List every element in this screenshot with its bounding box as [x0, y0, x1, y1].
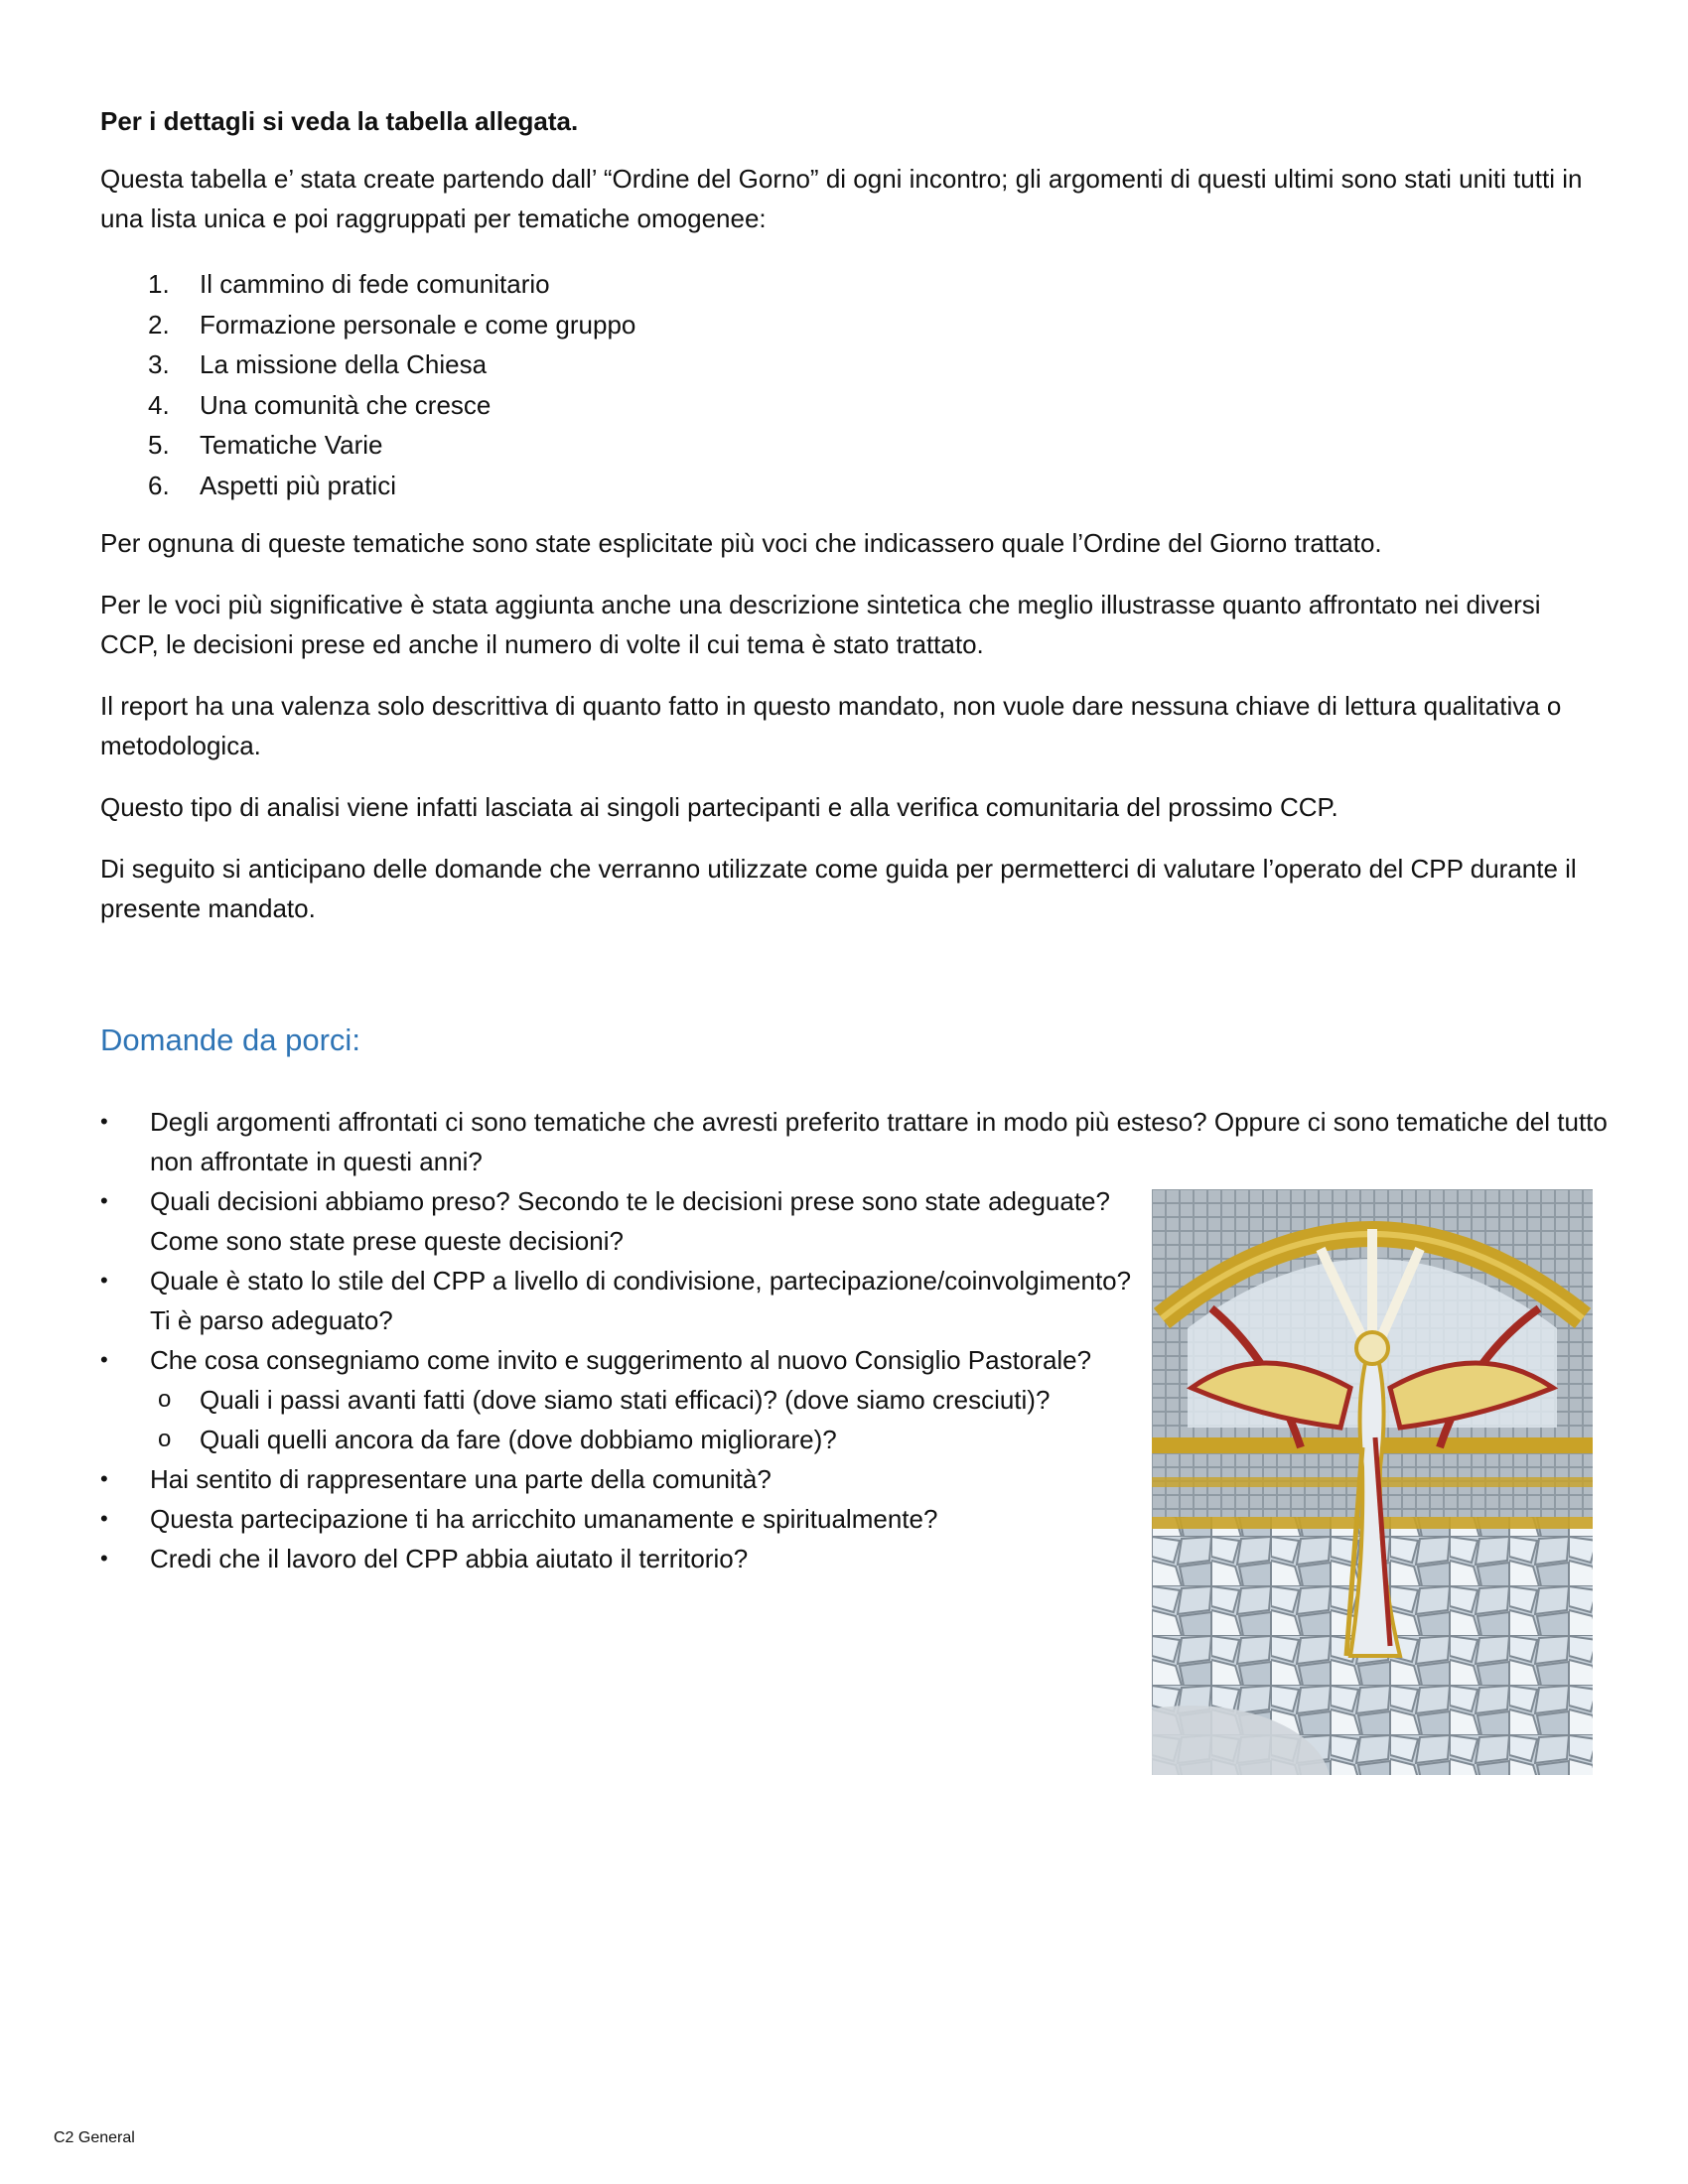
list-text: Formazione personale e come gruppo [200, 309, 636, 340]
paragraph-questions-intro: Di seguito si anticipano delle domande che verranno utilizzate come guida per permetterci di valutare l’operato del CPP durante il presente mandato. [100, 854, 1577, 923]
paragraph-report-scope: Il report ha una valenza solo descrittiva di quanto fatto in questo mandato, non vuole dare nessuna chiave di lettura qualitativa o metodologica. [100, 691, 1562, 760]
list-text: Aspetti più pratici [200, 470, 396, 500]
questions-heading: Domande da porci: [100, 1023, 360, 1057]
list-text: Una comunità che cresce [200, 389, 492, 420]
question-text: Quali decisioni abbiamo preso? Secondo te le decisioni prese sono state adeguate? Come sono state prese queste decisioni? [150, 1186, 1110, 1256]
bullet-icon: • [100, 1546, 108, 1570]
bullet-icon: • [100, 1188, 108, 1213]
list-item [100, 425, 1093, 466]
question-text: Credi che il lavoro del CPP abbia aiutato il territorio? [150, 1544, 749, 1573]
question-text: Degli argomenti affrontati ci sono tematiche che avresti preferito trattare in modo più esteso? Oppure ci sono tematiche del tutto non affrontate in questi anni? [150, 1107, 1608, 1176]
bullet-icon: • [100, 1347, 108, 1372]
circle-bullet-icon: o [158, 1426, 172, 1452]
themes-list [100, 264, 1093, 505]
question-text: Questa partecipazione ti ha arricchito umanamente e spiritualmente? [150, 1504, 938, 1534]
list-number: 2. [148, 309, 170, 340]
list-text: Il cammino di fede comunitario [200, 269, 550, 299]
mosaic-image [1152, 1189, 1593, 1775]
list-number: 5. [148, 430, 170, 460]
list-text: Tematiche Varie [200, 430, 383, 460]
bullet-icon: • [100, 1506, 108, 1531]
list-item [100, 466, 1093, 506]
bullet-icon: • [100, 1466, 108, 1491]
question-text: Che cosa consegniamo come invito e suggerimento al nuovo Consiglio Pastorale? [150, 1345, 1092, 1375]
list-number: 6. [148, 470, 170, 500]
list-item [100, 1102, 1610, 1181]
list-number: 4. [148, 389, 170, 420]
sub-question-text: Quali quelli ancora da fare (dove dobbiamo migliorare)? [200, 1425, 837, 1454]
list-item [100, 385, 1093, 426]
intro-bold-text: Per i dettagli si veda la tabella allegata. [100, 106, 579, 136]
sub-question-text: Quali i passi avanti fatti (dove siamo stati efficaci)? (dove siamo cresciuti)? [200, 1385, 1051, 1415]
question-text: Quale è stato lo stile del CPP a livello di condivisione, partecipazione/coinvolgimento? Ti è parso adeguato? [150, 1266, 1132, 1335]
list-item [100, 305, 1093, 345]
paragraph-descriptions: Per le voci più significative è stata aggiunta anche una descrizione sintetica che meglio illustrasse quanto affrontato nei diversi CCP, le decisioni prese ed anche il numero di volte il cui tema è stato trattato. [100, 590, 1541, 659]
list-number: 3. [148, 349, 170, 379]
bullet-icon: • [100, 1268, 108, 1293]
mosaic-dove-illustration [1152, 1189, 1593, 1775]
paragraph-analysis: Questo tipo di analisi viene infatti lasciata ai singoli partecipanti e alla verifica comunitaria del prossimo CCP. [100, 792, 1338, 822]
footer-classification: C2 General [54, 2129, 135, 2146]
list-item [100, 264, 1093, 305]
paragraph-table-origin: Questa tabella e’ stata create partendo dall’ “Ordine del Gorno” di ogni incontro; gli argomenti di questi ultimi sono stati uniti tutti in una lista unica e poi raggruppati per tematiche omogenee: [100, 164, 1583, 233]
circle-bullet-icon: o [158, 1386, 172, 1413]
bullet-icon: • [100, 1109, 108, 1134]
list-item [100, 344, 1093, 385]
list-text: La missione della Chiesa [200, 349, 488, 379]
question-text: Hai sentito di rappresentare una parte della comunità? [150, 1464, 772, 1494]
list-number: 1. [148, 269, 170, 299]
paragraph-voices: Per ognuna di queste tematiche sono state esplicitate più voci che indicassero quale l’Ordine del Giorno trattato. [100, 528, 1382, 558]
